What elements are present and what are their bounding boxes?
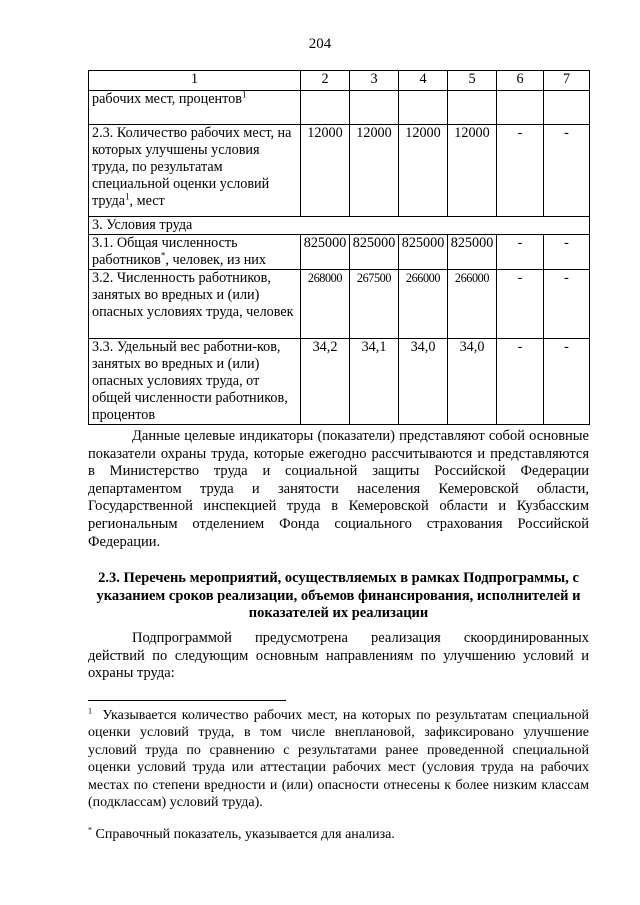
footnote-mark: * bbox=[88, 825, 92, 835]
footnote-ref: 1 bbox=[125, 191, 130, 202]
row-label: 3.2. Численность работников, занятых во вредных и (или) опасных условиях труда, человек bbox=[89, 270, 301, 339]
table-cell: - bbox=[544, 235, 590, 270]
table-cell: 34,1 bbox=[350, 339, 399, 425]
body-paragraph-indicators: Данные целевые индикаторы (показатели) представляют собой основные показатели охраны труда, которые ежегодно рассчитываются и представляются в Министерство труда и социальной защиты Российской Федерации департаментом труда и занятости населения Кемеровской области, Государственной инспекцией труда в Кемеровской области и Кузбасским региональным отделением Фонда социального страхования Российской Федерации. bbox=[88, 428, 589, 550]
table-row-3-2 bbox=[89, 270, 590, 339]
col-header-4: 4 bbox=[399, 71, 448, 91]
table-cell: 825000 bbox=[350, 235, 399, 270]
row-label: 3.3. Удельный вес работни-ков, занятых во вредных и (или) опасных условиях труда, от общей численности работников, процентов bbox=[89, 339, 301, 425]
table-cell: 266000 bbox=[448, 270, 497, 339]
footnote-ref: 1 bbox=[241, 89, 247, 100]
footnote-1: $^1$ Указывается количество рабочих мест, на которых по результатам специальной оценки условий труда, в том числе внеплановой, зафиксировано улучшение условий труда по сравнению с результатами ранее проведенной специальной оценки условий труда или аттестации рабочих мест (условия труда на рабочих местах по степени вредности и (или) опасности отнесены к более низким классам (подклассам) условий труда). bbox=[88, 706, 589, 811]
section-title: 3. Условия труда bbox=[89, 217, 590, 235]
col-header-2: 2 bbox=[301, 71, 350, 91]
col-header-1: 1 bbox=[89, 71, 301, 91]
table-cell: 825000 bbox=[399, 235, 448, 270]
col-header-7: 7 bbox=[544, 71, 590, 91]
table-section-row bbox=[89, 217, 590, 235]
row-label: рабочих мест, процентов$^1$ bbox=[89, 91, 301, 125]
table-cell: - bbox=[497, 125, 544, 217]
table-cell: 34,2 bbox=[301, 339, 350, 425]
section-heading-2-3: 2.3. Перечень мероприятий, осуществляемых в рамках Подпрограммы, с указанием сроков реализации, объемов финансирования, исполнителей и показателей их реализации bbox=[96, 570, 581, 621]
table-cell: - bbox=[544, 125, 590, 217]
row-label: 2.3. Количество рабочих мест, на которых улучшены условия труда, по результатам специальной оценки условий труда$^1$, мест bbox=[89, 125, 301, 217]
table-cell: 12000 bbox=[350, 125, 399, 217]
footnote-star: * Справочный показатель, указывается для анализа. bbox=[88, 825, 395, 842]
table-cell: - bbox=[497, 235, 544, 270]
footnote-divider bbox=[88, 700, 286, 701]
table-cell: 34,0 bbox=[448, 339, 497, 425]
row-label: 3.1. Общая численность работников*, человек, из них bbox=[89, 235, 301, 270]
footnote-mark: 1 bbox=[88, 706, 92, 716]
indicators-table bbox=[88, 70, 590, 425]
table-cell: - bbox=[544, 270, 590, 339]
body-paragraph-measures: Подпрограммой предусмотрена реализация скоординированных действий по следующим основным направлениям по улучшению условий и охраны труда: bbox=[88, 630, 589, 682]
table-row-continued bbox=[89, 91, 590, 125]
table-row-3-3 bbox=[89, 339, 590, 425]
col-header-3: 3 bbox=[350, 71, 399, 91]
footnote-ref: * bbox=[160, 250, 166, 261]
table-cell: 12000 bbox=[448, 125, 497, 217]
table-cell: 267500 bbox=[350, 270, 399, 339]
table-cell: - bbox=[497, 270, 544, 339]
col-header-5: 5 bbox=[448, 71, 497, 91]
table-cell: 268000 bbox=[301, 270, 350, 339]
table-row-3-1 bbox=[89, 235, 590, 270]
table-cell: - bbox=[497, 339, 544, 425]
table-row-2-3 bbox=[89, 125, 590, 217]
table-cell: 12000 bbox=[301, 125, 350, 217]
col-header-6: 6 bbox=[497, 71, 544, 91]
table-cell: 825000 bbox=[301, 235, 350, 270]
table-cell: 825000 bbox=[448, 235, 497, 270]
table-cell: 12000 bbox=[399, 125, 448, 217]
table-cell: 266000 bbox=[399, 270, 448, 339]
page-number: 204 bbox=[308, 36, 332, 52]
table-header-row bbox=[89, 71, 590, 91]
table-cell: 34,0 bbox=[399, 339, 448, 425]
table-cell: - bbox=[544, 339, 590, 425]
